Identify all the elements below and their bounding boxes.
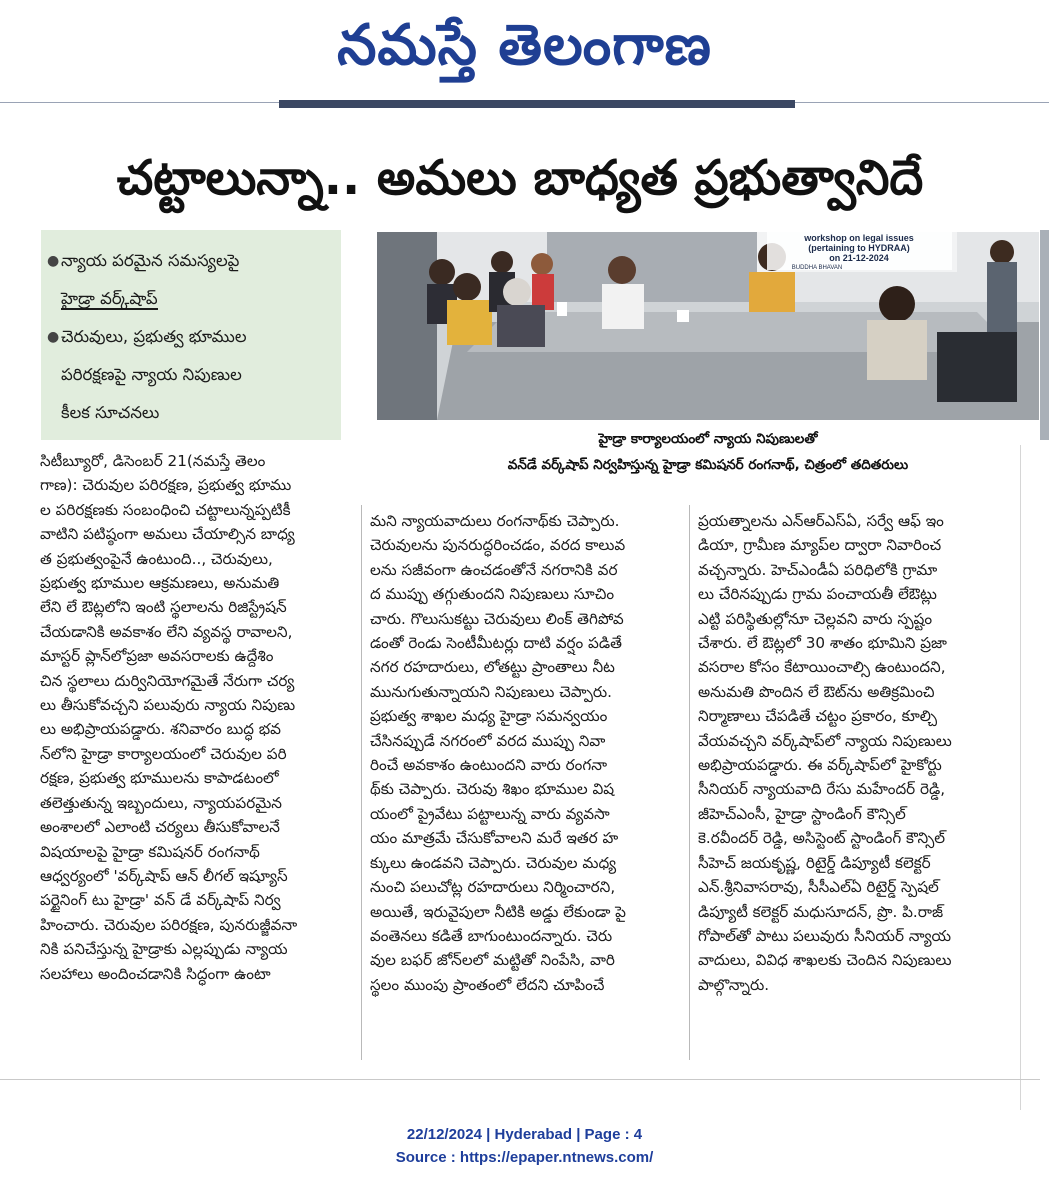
article-text-line: ప్రభుత్వ భూముల ఆక్రమణలు, అనుమతి xyxy=(40,574,280,593)
article-text-line: ప్రయత్నాలను ఎన్ఆర్ఎస్ఏ, సర్వే ఆఫ్ ఇం xyxy=(698,512,944,530)
article-text-line: చిన స్థలాలు దుర్వినియోగమైతే నేరుగా చర్య xyxy=(40,671,295,690)
article-text-line: చేయడానికి అవకాశం లేని వ్యవస్థ రావాలని, xyxy=(40,622,293,641)
article-text-line: డిప్యూటీ కలెక్టర్ మధుసూదన్, ప్రొ. పి.రాజ్ xyxy=(698,902,944,921)
banner-line: BUDDHA BHAVAN xyxy=(791,265,843,271)
highlight-item xyxy=(47,318,336,432)
column-divider xyxy=(361,505,362,1060)
caption-line: వన్‌డే వర్క్‌షాప్ నిర్వహిస్తున్న హైడ్రా కమిషనర్ రంగనాథ్, చిత్రంలో తదితరులు xyxy=(507,457,909,473)
article-text-line: విషయాలపై హైడ్రా కమిషనర్ రంగనాథ్ xyxy=(40,842,260,861)
article-text-line: అనుమతి పొందిన లే ఔట్‌ను అతిక్రమించి xyxy=(698,682,935,701)
highlight-line: పరిరక్షణపై న్యాయ నిపుణుల xyxy=(61,365,242,384)
footer-dateline: 22/12/2024 | Hyderabad | Page : 4 xyxy=(406,1126,643,1143)
highlight-line: కీలక సూచనలు xyxy=(61,403,160,422)
article-text-line: వంతెనలు కడితే బాగుంటుందన్నారు. చెరు xyxy=(370,926,613,945)
article-text-line: సలహాలు అందించడానికి సిద్ధంగా ఉంటా xyxy=(40,964,271,983)
article-text-line: వాదులు, వివిధ శాఖలకు చెందిన నిపుణులు xyxy=(698,951,952,970)
article-text-line: సీనియర్ న్యాయవాది రేసు మహేందర్ రెడ్డి, xyxy=(698,780,946,799)
article-column-3 xyxy=(698,509,998,997)
article-text-line: మాస్టర్ ప్లాన్‌లోప్రజా అవసరాలకు ఉద్దేశిం xyxy=(40,647,274,666)
bullet-icon: ● xyxy=(47,253,60,269)
article-text-line: నగర రహదారులు, లోతట్టు ప్రాంతాలు నీట xyxy=(370,658,615,677)
adjacent-photo-edge xyxy=(1040,230,1049,440)
article-text-line: వసరాల కోసం కేటాయించాల్సి ఉంటుందని, xyxy=(698,658,946,677)
article-text-line: వుల బఫర్ జోన్‌లలో మట్టితో నింపేసి, వారి xyxy=(370,951,615,970)
newspaper-logo: నమస్తే తెలంగాణ xyxy=(337,13,712,78)
banner-line: workshop on legal issues xyxy=(804,233,914,243)
highlight-line: చెరువులు, ప్రభుత్వ భూముల xyxy=(61,327,247,346)
article-text-line: రక్షణ, ప్రభుత్వ భూములను కాపాడటంలో xyxy=(40,769,279,788)
article-text-line: చేసినప్పుడే నగరంలో వరద ముప్పు నివా xyxy=(370,731,606,750)
highlight-line: హైడ్రా వర్క్‌షాప్ xyxy=(61,289,158,308)
page-footer xyxy=(0,1123,1049,1169)
article-text-line: వేయవచ్చని వర్క్‌షాప్‌లో న్యాయ నిపుణులు xyxy=(698,731,952,750)
masthead-accent-bar xyxy=(279,100,795,108)
article-text-line: పర్టైనింగ్ టు హైడ్రా' వన్ డే వర్క్‌షాప్ నిర్వ xyxy=(40,891,281,910)
article-text-line: హించారు. చెరువుల పరిరక్షణ, పునరుజ్జీవనా xyxy=(40,915,298,934)
article-text-line: చేశారు. లే ఔట్లలో 30 శాతం భూమిని ప్రజా xyxy=(698,634,947,653)
article-text-line: యంలో ప్రైవేటు పట్టాలున్న వారు వ్యవసా xyxy=(370,804,610,823)
article-text-line: లను సజీవంగా ఉంచడంతోనే నగరానికి వర xyxy=(370,560,618,579)
article-text-line: వాటిని పటిష్ఠంగా అమలు చేయాల్సిన బాధ్య xyxy=(40,525,295,544)
article-column-1 xyxy=(40,449,355,986)
banner-line: on 21-12-2024 xyxy=(829,253,889,263)
column-divider xyxy=(689,505,690,1060)
highlights-box xyxy=(41,230,341,440)
article-text-line: తలెత్తుతున్న ఇబ్బందులు, న్యాయపరమైన xyxy=(40,793,282,812)
article-text-line: న్‌లోని హైడ్రా కార్యాలయంలో చెరువుల పరి xyxy=(40,744,287,763)
article-text-line: జీహెచ్ఎంసీ, హైడ్రా స్టాండింగ్ కౌన్సిల్ xyxy=(698,804,906,823)
article-text-line: చెరువులను పునరుద్ధరించడం, వరద కాలువ xyxy=(370,536,626,555)
article-bottom-rule xyxy=(0,1079,1040,1080)
article-text-line: సిటీబ్యూరో, డిసెంబర్ 21(నమస్తే తెలం xyxy=(40,452,266,470)
photo-caption xyxy=(377,426,1039,478)
article-text-line: డంతో రెండు సెంటీమీటర్లు దాటి వర్షం పడితే xyxy=(370,634,622,653)
article-text-line: నికి పనిచేస్తున్న హైడ్రాకు ఎల్లప్పుడు న్యాయ xyxy=(40,940,288,959)
article-text-line: అంశాలలో ఎలాంటి చర్యలు తీసుకోవాలనే xyxy=(40,818,280,837)
article-text-line: వచ్చన్నారు. హెచ్ఎండీఏ పరిధిలోకి గ్రామా xyxy=(698,560,938,579)
article-text-line: లేని లే ఔట్లలోని ఇంటి స్థలాలను రిజిస్ట్రేషన్ xyxy=(40,598,287,617)
article-text-line: స్థలం ముంపు ప్రాంతంలో లేదని చూపించే xyxy=(370,975,605,994)
article-text-line: త ప్రభుత్వంపైనే ఉంటుంది.., చెరువులు, xyxy=(40,549,273,568)
banner-line: (pertaining to HYDRAA) xyxy=(808,243,910,253)
article-text-line: క్కులు ఉండవని చెప్పారు. చెరువుల మధ్య xyxy=(370,853,617,872)
bullet-icon: ● xyxy=(47,329,60,345)
article-text-line: రించే అవకాశం ఉంటుందని వారు రంగనా xyxy=(370,756,607,775)
page-edge-rule xyxy=(1020,445,1021,1110)
article-text-line: యం మాత్రమే చేసుకోవాలని మరే ఇతర హ xyxy=(370,829,619,848)
article-column-2 xyxy=(370,509,675,997)
highlight-line: న్యాయ పరమైన సమస్యలపై xyxy=(61,251,240,270)
masthead xyxy=(0,0,1049,100)
article-text-line: ఆధ్వర్యంలో 'వర్క్‌షాప్ ఆన్ లీగల్ ఇష్యూస్ xyxy=(40,866,288,885)
article-text-line: ద ముప్పు తగ్గుతుందని నిపుణులు సూచిం xyxy=(370,585,615,604)
article-text-line: అయితే, ఇరువైపులా నీటికి అడ్డు లేకుండా పై xyxy=(370,902,626,921)
article-text-line: గోపాల్‌తో పాటు పలువురు సీనియర్ న్యాయ xyxy=(698,926,952,945)
article-text-line: ల పరిరక్షణకు సంబంధించి చట్టాలున్నప్పటికీ xyxy=(40,500,291,519)
article-text-line: మని న్యాయవాదులు రంగనాథ్‌కు చెప్పారు. xyxy=(370,512,620,530)
article-text-line: చారు. గొలుసుకట్టు చెరువులు లింక్ తెగిపోవ xyxy=(370,609,624,628)
article-text-line: లు తీసుకోవచ్చని పలువురు న్యాయ నిపుణు xyxy=(40,696,296,715)
footer-source: Source : https://epaper.ntnews.com/ xyxy=(395,1149,654,1166)
article-text-line: కె.రవీందర్ రెడ్డి, అసిస్టెంట్ స్టాండింగ్ కౌన్సిల్ xyxy=(698,829,946,848)
article-text-line: మునుగుతున్నాయని నిపుణులు చెప్పారు. xyxy=(370,682,613,701)
article-text-line: గాణ): చెరువుల పరిరక్షణ, ప్రభుత్వ భూము xyxy=(40,476,292,495)
article-text-line: పాల్గొన్నారు. xyxy=(698,975,770,994)
article-text-line: సీహెచ్ జయకృష్ణ, రిటైర్డ్ డిప్యూటీ కలెక్టర్ xyxy=(698,853,931,872)
article-text-line: ఎట్టి పరిస్థితుల్లోనూ చెల్లవని వారు స్పష్టం xyxy=(698,609,933,628)
article-text-line: లు అభిప్రాయపడ్డారు. శనివారం బుద్ధ భవ xyxy=(40,720,281,739)
article-text-line: థ్‌కు చెప్పారు. చెరువు శిఖం భూముల విష xyxy=(370,780,615,799)
article-text-line: అభిప్రాయపడ్డారు. ఈ వర్క్‌షాప్‌లో హైకోర్టు xyxy=(698,756,942,775)
article-photo xyxy=(377,232,1039,420)
article-headline: చట్టాలున్నా.. అమలు బాధ్యత ప్రభుత్వానిదే xyxy=(116,150,924,206)
caption-line: హైడ్రా కార్యాలయంలో న్యాయ నిపుణులతో xyxy=(598,431,818,447)
article-text-line: ఎన్.శ్రీనివాసరావు, సీసీఎల్ఏ రిటైర్డ్ స్పెషల్ xyxy=(698,878,939,897)
article-text-line: నుంచి పలుచోట్ల రహదారులు నిర్మించారని, xyxy=(370,878,616,897)
article-text-line: డియా, గ్రామీణ మ్యాప్‌ల ద్వారా నివారించ xyxy=(698,536,942,555)
article-text-line: ప్రభుత్వ శాఖల మధ్య హైడ్రా సమన్వయం xyxy=(370,707,608,726)
article-text-line: నిర్మాణాలు చేపడితే చట్టం ప్రకారం, కూల్చి xyxy=(698,707,938,726)
meeting-photo-illustration xyxy=(377,232,1039,420)
highlight-item xyxy=(47,242,336,318)
article-text-line: లు చేరినప్పుడు గ్రామ పంచాయతీ లేఔట్లు xyxy=(698,585,937,604)
